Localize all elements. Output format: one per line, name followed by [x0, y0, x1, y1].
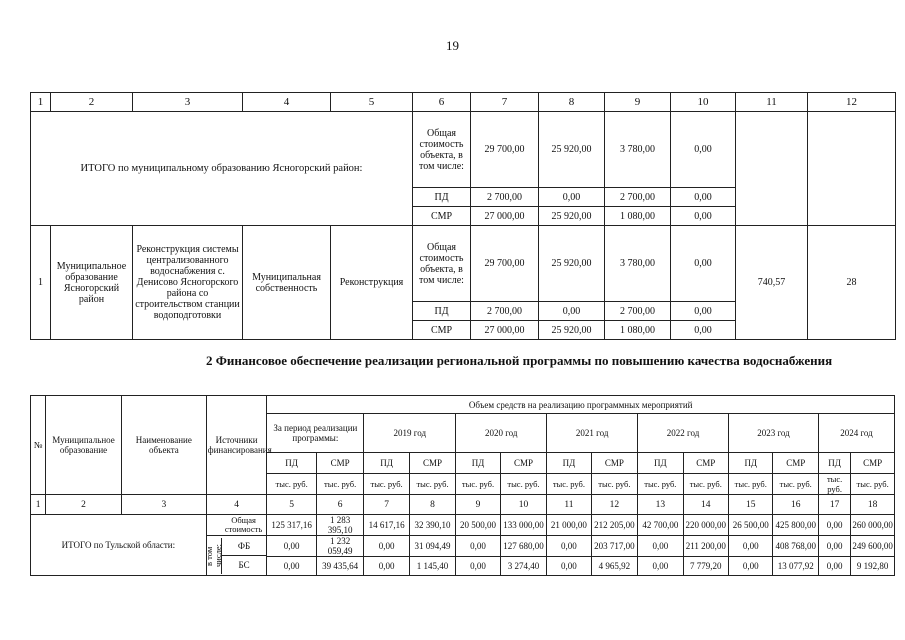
cell-value: 0,00 — [539, 302, 605, 321]
col-num: 4 — [243, 93, 331, 112]
cell-value: 25 920,00 — [539, 207, 605, 226]
cell-value: 32 390,10 — [409, 515, 455, 536]
col-num: 11 — [736, 93, 808, 112]
period-year: 2022 год — [638, 414, 729, 453]
itogo-row-total — [31, 112, 896, 188]
column-number-row — [31, 93, 896, 112]
cell-value: 25 920,00 — [539, 112, 605, 188]
col-num: 8 — [539, 93, 605, 112]
object-work-type: Реконструкция — [331, 226, 413, 340]
object-row-total — [31, 226, 896, 302]
unit-cell: тыс. руб. — [818, 474, 850, 495]
cell-value: 9 192,80 — [851, 557, 895, 576]
smr-header: СМР — [683, 453, 728, 474]
cell-value: 260 000,00 — [851, 515, 895, 536]
col-num: 6 — [316, 495, 363, 515]
cell-value: 0,00 — [818, 557, 850, 576]
cell-value: 0,00 — [671, 112, 736, 188]
col-num: 8 — [409, 495, 455, 515]
period-year: 2021 год — [547, 414, 638, 453]
cell-value: 1 080,00 — [605, 207, 671, 226]
cell-value: 3 780,00 — [605, 226, 671, 302]
source-label: БС — [238, 559, 250, 570]
cell-value: 0,00 — [818, 536, 850, 557]
col-num: 18 — [851, 495, 895, 515]
col-num: 2 — [51, 93, 133, 112]
cell-value: 0,00 — [547, 557, 591, 576]
cell-value: 0,00 — [671, 321, 736, 340]
cell-value: 0,00 — [364, 536, 409, 557]
cell-value: 1 283 395,10 — [316, 515, 363, 536]
cell-value: 3 274,40 — [500, 557, 546, 576]
cell-value: 14 617,16 — [364, 515, 409, 536]
cell-value: 7 779,20 — [683, 557, 728, 576]
empty-cell — [736, 112, 808, 226]
cell-value: 249 600,00 — [851, 536, 895, 557]
period-year: 2019 год — [364, 414, 456, 453]
cell-value: 0,00 — [671, 302, 736, 321]
source-cell — [206, 515, 267, 536]
page-number: 19 — [446, 38, 459, 53]
unit-cell: тыс. руб. — [267, 474, 317, 495]
cell-value: 0,00 — [267, 536, 317, 557]
object-col11: 740,57 — [736, 226, 808, 340]
col-num: 3 — [121, 495, 206, 515]
object-ownership: Муниципальная собственность — [243, 226, 331, 340]
cell-value: 127 680,00 — [500, 536, 546, 557]
cell-value: 21 000,00 — [547, 515, 591, 536]
period-year: 2024 год — [818, 414, 894, 453]
period-year: 2023 год — [729, 414, 819, 453]
col-num: 11 — [547, 495, 591, 515]
cost-type: ПД — [413, 302, 471, 321]
cell-value: 0,00 — [671, 207, 736, 226]
cell-value: 13 077,92 — [773, 557, 818, 576]
source-label: ФБ — [222, 538, 267, 557]
cell-value: 1 080,00 — [605, 321, 671, 340]
cell-value: 1 145,40 — [409, 557, 455, 576]
unit-cell: тыс. руб. — [851, 474, 895, 495]
col-num: 16 — [773, 495, 818, 515]
col-num: 1 — [31, 495, 46, 515]
unit-cell: тыс. руб. — [364, 474, 409, 495]
col-num: 13 — [638, 495, 683, 515]
header-volume: Объем средств на реализацию программных мероприятий — [267, 396, 895, 414]
cell-value: 27 000,00 — [471, 207, 539, 226]
cell-value: 0,00 — [818, 515, 850, 536]
header-municipality: Муниципальное образование — [46, 396, 122, 495]
col-num: 5 — [267, 495, 317, 515]
unit-cell: тыс. руб. — [729, 474, 773, 495]
unit-cell: тыс. руб. — [456, 474, 500, 495]
cell-value: 0,00 — [364, 557, 409, 576]
financing-table — [30, 395, 895, 576]
cell-value: 0,00 — [671, 188, 736, 207]
col-num: 14 — [683, 495, 728, 515]
cell-value: 0,00 — [456, 557, 500, 576]
header-row-volume — [31, 396, 895, 414]
col-num: 9 — [605, 93, 671, 112]
col-num: 2 — [46, 495, 122, 515]
pd-header: ПД — [818, 453, 850, 474]
cell-value: 26 500,00 — [729, 515, 773, 536]
cell-value: 125 317,16 — [267, 515, 317, 536]
period-total: За период реализации программы: — [267, 414, 364, 453]
col-num: 3 — [133, 93, 243, 112]
cell-value: 408 768,00 — [773, 536, 818, 557]
header-num: № — [31, 396, 46, 495]
pd-header: ПД — [267, 453, 317, 474]
itogo-row-total — [31, 515, 895, 536]
col-num: 6 — [413, 93, 471, 112]
cell-value: 0,00 — [267, 557, 317, 576]
cell-value: 2 700,00 — [471, 302, 539, 321]
cell-value: 42 700,00 — [638, 515, 683, 536]
unit-cell: тыс. руб. — [500, 474, 546, 495]
empty-cell — [808, 112, 896, 226]
cell-value: 29 700,00 — [471, 226, 539, 302]
header-object: Наименование объекта — [121, 396, 206, 495]
col-num: 12 — [591, 495, 637, 515]
unit-cell: тыс. руб. — [638, 474, 683, 495]
cell-value: 39 435,64 — [316, 557, 363, 576]
unit-cell: тыс. руб. — [409, 474, 455, 495]
source-cell-group — [203, 536, 267, 576]
smr-header: СМР — [409, 453, 455, 474]
cell-value: 2 700,00 — [605, 302, 671, 321]
itogo-label: ИТОГО по муниципальному образованию Ясногорский район: — [31, 112, 413, 226]
pd-header: ПД — [364, 453, 409, 474]
cell-value: 25 920,00 — [539, 226, 605, 302]
col-num: 12 — [808, 93, 896, 112]
unit-cell: тыс. руб. — [547, 474, 591, 495]
cell-value: 0,00 — [671, 226, 736, 302]
v-tom-chisle-cell — [203, 538, 223, 574]
cell-value: 211 200,00 — [683, 536, 728, 557]
cell-value: 4 965,92 — [591, 557, 637, 576]
objects-table — [30, 92, 896, 340]
cell-value: 3 780,00 — [605, 112, 671, 188]
smr-header: СМР — [316, 453, 363, 474]
cell-value: 425 800,00 — [773, 515, 818, 536]
object-municipality: Муниципальное образование Ясногорский район — [51, 226, 133, 340]
cost-type: Общая стоимость объекта, в том числе: — [413, 112, 471, 188]
spacer — [207, 516, 221, 534]
unit-cell: тыс. руб. — [683, 474, 728, 495]
object-name: Реконструкция системы централизованного водоснабжения с. Денисово Ясногорского района со строительством станции водоподготовки — [133, 226, 243, 340]
cell-value: 27 000,00 — [471, 321, 539, 340]
cell-value: 0,00 — [729, 557, 773, 576]
col-num: 17 — [818, 495, 850, 515]
cell-value: 0,00 — [638, 557, 683, 576]
source-label: Общая стоимость — [224, 515, 263, 534]
col-num: 4 — [206, 495, 267, 515]
unit-cell: тыс. руб. — [773, 474, 818, 495]
cell-value: 0,00 — [729, 536, 773, 557]
cell-value: 0,00 — [456, 536, 500, 557]
col-num: 15 — [729, 495, 773, 515]
section-title-text: 2 Финансовое обеспечение реализации региональной программы по повышению качества водоснабжения — [206, 353, 833, 368]
pd-header: ПД — [547, 453, 591, 474]
itogo-label: ИТОГО по Тульской области: — [31, 515, 207, 576]
cell-value: 20 500,00 — [456, 515, 500, 536]
smr-header: СМР — [773, 453, 818, 474]
cell-value: 220 000,00 — [683, 515, 728, 536]
unit-cell: тыс. руб. — [591, 474, 637, 495]
cell-value: 133 000,00 — [500, 515, 546, 536]
col-num: 10 — [500, 495, 546, 515]
period-year: 2020 год — [456, 414, 547, 453]
pd-header: ПД — [456, 453, 500, 474]
pd-header: ПД — [638, 453, 683, 474]
column-number-row — [31, 495, 895, 515]
smr-header: СМР — [591, 453, 637, 474]
smr-header: СМР — [851, 453, 895, 474]
cell-value: 31 094,49 — [409, 536, 455, 557]
cell-value: 0,00 — [547, 536, 591, 557]
v-tom-chisle-label: в том числе: — [203, 544, 223, 567]
col-num: 5 — [331, 93, 413, 112]
col-num: 10 — [671, 93, 736, 112]
col-num: 9 — [456, 495, 500, 515]
col-num: 7 — [364, 495, 409, 515]
cost-type: Общая стоимость объекта, в том числе: — [413, 226, 471, 302]
cell-value: 0,00 — [638, 536, 683, 557]
pd-header: ПД — [729, 453, 773, 474]
cell-value: 0,00 — [539, 188, 605, 207]
object-col12: 28 — [808, 226, 896, 340]
cell-value: 25 920,00 — [539, 321, 605, 340]
cell-value: 29 700,00 — [471, 112, 539, 188]
cell-value: 212 205,00 — [591, 515, 637, 536]
cell-value: 2 700,00 — [605, 188, 671, 207]
smr-header: СМР — [500, 453, 546, 474]
cost-type: СМР — [413, 207, 471, 226]
object-number: 1 — [31, 226, 51, 340]
cell-value: 203 717,00 — [591, 536, 637, 557]
header-sources: Источники финансирования — [206, 396, 267, 495]
cell-value: 2 700,00 — [471, 188, 539, 207]
cost-type: ПД — [413, 188, 471, 207]
cost-type: СМР — [413, 321, 471, 340]
col-num: 1 — [31, 93, 51, 112]
cell-value: 1 232 059,49 — [316, 536, 363, 557]
unit-cell: тыс. руб. — [316, 474, 363, 495]
col-num: 7 — [471, 93, 539, 112]
